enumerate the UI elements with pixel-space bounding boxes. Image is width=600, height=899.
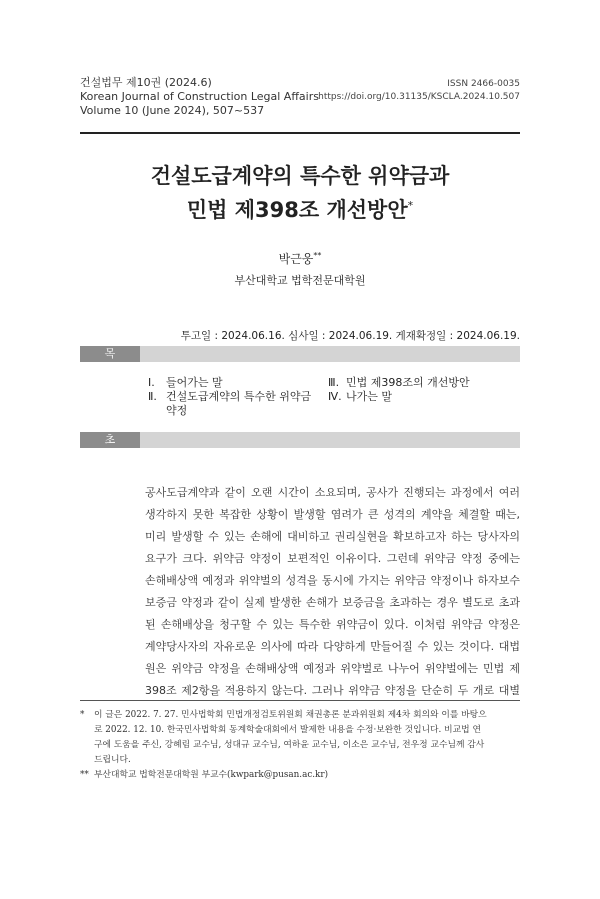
footnote-line: 로 2022. 12. 10. 한국민사법학회 동계학술대회에서 발제한 내용을 수정·보완한 것입니다. 비교법 연 — [94, 725, 481, 735]
abstract-body — [145, 482, 520, 702]
abstract-line: 398조 제2항을 적용하지 않는다. 그러나 위약금 약정을 단순히 두 개로 대별 — [145, 684, 520, 697]
abstract-line: 보증금 약정과 같이 실제 발생한 손해가 보증금을 초과하는 경우 별도로 초과 — [145, 596, 520, 609]
toc-item[interactable]: Ⅲ. 민법 제398조의 개선방안 — [328, 376, 470, 389]
abstract-line: 공사도급계약과 같이 오랜 시간이 소요되며, 공사가 진행되는 과정에서 여러 — [145, 486, 520, 499]
journal-volume: Volume 10 (June 2024), 507~537 — [80, 104, 265, 117]
toc-item[interactable]: Ⅱ. 건설도급계약의 특수한 위약금 약정 — [148, 390, 312, 417]
toc-bar-fill — [140, 346, 520, 362]
journal-english-name: Korean Journal of Construction Legal Affairs — [80, 90, 319, 103]
submission-dates: 투고일 : 2024.06.16. 심사일 : 2024.06.19. 게재확정일 : 2024.06.19. — [180, 330, 520, 342]
toc-item[interactable]: Ⅰ. 들어가는 말 — [148, 376, 223, 389]
footnote-line: 부산대학교 법학전문대학원 부교수(kwpark@pusan.ac.kr) — [94, 770, 329, 780]
footnotes — [80, 708, 520, 783]
abstract-line: 원은 위약금 약정을 손해배상액 예정과 위약벌로 나누어 위약벌에는 민법 제 — [145, 662, 520, 675]
journal-identifiers — [318, 78, 520, 104]
toc-label: 목 차 — [80, 346, 140, 362]
footnote — [80, 708, 520, 768]
paper-title — [80, 162, 520, 225]
journal-korean-name: 건설법무 제10권 (2024.6) — [80, 76, 212, 89]
abstract-line: 생각하지 못한 복잡한 상황이 발생할 염려가 큰 성격의 계약을 체결할 때는, — [145, 508, 520, 521]
doi-link[interactable]: https://doi.org/10.31135/KSCLA.2024.10.507 — [318, 92, 520, 102]
toc-bar — [80, 346, 520, 376]
abstract-line: 미리 발생할 수 있는 손해에 대비하고 권리실현을 확보하고자 하는 당사자의 — [145, 530, 520, 543]
author-name: 박근웅 — [278, 252, 314, 266]
author-footnote-mark: ** — [313, 251, 322, 260]
footnote-line: 구에 도움을 주신, 강혜림 교수님, 성대규 교수님, 여하윤 교수님, 이소은 교수님, 전우정 교수님께 감사 — [94, 740, 485, 750]
title-line-2: 민법 제398조 개선방안 — [186, 198, 408, 222]
toc-column-right — [328, 376, 470, 404]
footnote-rule — [80, 700, 520, 701]
abstract-bar — [80, 432, 520, 462]
header-rule — [80, 132, 520, 134]
footnote-line: 드립니다. — [94, 755, 131, 765]
author — [80, 250, 520, 267]
abstract-line: 된 손해배상을 청구할 수 있는 특수한 위약금이 있다. 이처럼 위약금 약정은 — [145, 618, 520, 631]
footnote — [80, 768, 520, 783]
toc-item[interactable]: Ⅳ. 나가는 말 — [328, 390, 393, 403]
abstract-line: 요구가 크다. 위약금 약정이 보편적인 이유이다. 그런데 위약금 약정 중에는 — [145, 552, 520, 565]
footnote-line: 이 글은 2022. 7. 27. 민사법학회 민법개정검토위원회 채권총론 분과위원회 제4차 회의와 이를 바탕으 — [94, 710, 487, 720]
abstract-line: 손해배상액 예정과 위약벌의 성격을 동시에 가지는 위약금 약정이나 하자보수 — [145, 574, 520, 587]
toc-column-left — [148, 376, 311, 418]
footnote-mark: ** — [80, 770, 89, 780]
title-line-1: 건설도급계약의 특수한 위약금과 — [150, 164, 450, 188]
abstract-bar-fill — [140, 432, 520, 448]
title-footnote-mark: * — [407, 199, 414, 212]
journal-header — [80, 76, 319, 118]
abstract-line: 계약당사자의 자유로운 의사에 따라 다양하게 만들어질 수 있는 것이다. 대법 — [145, 640, 520, 653]
abstract-label: 초 록 — [80, 432, 140, 448]
issn: ISSN 2466-0035 — [447, 79, 520, 89]
author-affiliation: 부산대학교 법학전문대학원 — [234, 274, 366, 287]
footnote-mark: * — [80, 710, 85, 720]
